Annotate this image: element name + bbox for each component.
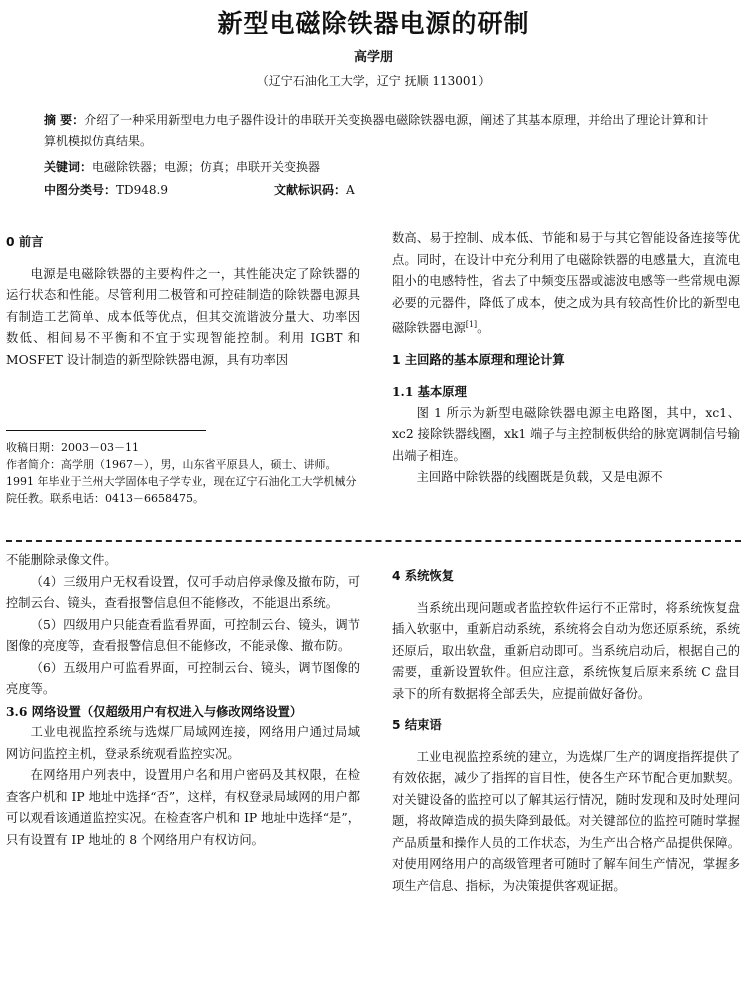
section-4-heading: 4 系统恢复 <box>392 569 455 583</box>
section-5-heading: 5 结束语 <box>392 718 442 732</box>
classification-block <box>44 180 714 201</box>
continued-line: 不能删除录像文件。 <box>6 553 117 567</box>
author-affiliation: （辽宁石油化工大学，辽宁 抚顺 113001） <box>256 74 491 88</box>
right-column-top <box>392 228 740 489</box>
section-1-1-paragraph-2: 主回路中除铁器的线圈既是负载，又是电源不 <box>416 470 663 485</box>
clc-label: 中图分类号： <box>44 183 117 197</box>
keywords-text: 电磁除铁器；电源；仿真；串联开关变换器 <box>92 160 321 174</box>
abstract-block <box>44 110 714 152</box>
clc-value: TD948.9 <box>116 183 168 197</box>
network-paragraph-2: 在网络用户列表中，设置用户名和用户密码及其权限，在检查客户机和 IP 地址中选择“否”，这样，有权登录局域网的用户都可以观看该通道监控实况。在检查客户机和 IP 地址中选择“是”，只有设置有 IP 地址的 8 个网络用户有权访问。 <box>6 768 360 847</box>
section-1-heading: 1 主回路的基本原理和理论计算 <box>392 352 565 367</box>
user-level-5: （6）五级用户可监看界面，可控制云台、镜头，调节图像的亮度等。 <box>6 660 360 696</box>
footnote-rule <box>6 430 206 431</box>
right-column-bottom <box>392 566 740 897</box>
abstract-text: 介绍了一种采用新型电力电子器件设计的串联开关变换器电磁除铁器电源，阐述了其基本原理，并给出了理论计算和计算机模拟仿真结果。 <box>44 113 709 148</box>
received-date: 收稿日期：2003－03－11 <box>6 441 139 454</box>
paper-title: 新型电磁除铁器电源的研制 <box>217 9 530 38</box>
user-level-3: （4）三级用户无权看设置，仅可手动启停录像及撤布防，可控制云台、镜头，查看报警信息但不能修改，不能退出系统。 <box>6 574 360 610</box>
left-column-bottom <box>6 550 360 851</box>
footnote-block <box>6 430 360 507</box>
section-1-1-heading: 1.1 基本原理 <box>392 384 467 400</box>
keywords-block <box>44 157 714 178</box>
doc-code-value: A <box>346 183 355 197</box>
section-1-1-paragraph-1: 图 1 所示为新型电磁除铁器电源主电路图，其中，xc1、xc2 接除铁器线圈，xk1 端子与主控制板供给的脉宽调制信号输出端子相连。 <box>392 405 740 463</box>
section-3-6-heading: 3.6 网络设置（仅超级用户有权进入与修改网络设置） <box>6 703 303 719</box>
network-paragraph-1: 工业电视监控系统与选煤厂局域网连接，网络用户通过局域网访问监控主机，登录系统观看监控实况。 <box>6 725 360 761</box>
citation-ref: [1] <box>465 320 478 329</box>
section-0-paragraph: 电源是电磁除铁器的主要构件之一，其性能决定了除铁器的运行状态和性能。尽管利用二极管和可控硅制造的除铁器电源具有制造工艺简单、成本低等优点，但其交流谐波分量大、功率因数低、相间易不平衡和不宜于实现智能控制。利用 IGBT 和 MOSFET 设计制造的新型除铁器电源，具有功率因 <box>6 266 360 367</box>
section-0-heading: 0 前言 <box>6 235 44 249</box>
section-4-paragraph: 当系统出现问题或者监控软件运行不正常时，将系统恢复盘插入软驱中，重新启动系统，系统将会自动为您还原系统，系统还原后，取出软盘，重新启动即可。当系统启动后，根据自己的需要，重新设置软件。但应注意，系统恢复后原来系统 C 盘目录下的所有数据将全部丢失，应提前做好备份。 <box>392 600 740 701</box>
section-0-paragraph-continued: 数高、易于控制、成本低、节能和易于与其它智能设备连接等优点。同时，在设计中充分利用了电磁除铁器的电感量大，直流电阻小的电感特性，省去了中频变压器或滤波电感等一些常规电源必要的元器件，降低了成本，使之成为具有较高性价比的新型电磁除铁器电源[1]。 <box>392 231 740 336</box>
keywords-label: 关键词： <box>44 160 93 174</box>
abstract-label: 摘 要： <box>44 113 85 127</box>
author-name: 高学朋 <box>353 50 393 65</box>
section-5-paragraph: 工业电视监控系统的建立，为选煤厂生产的调度指挥提供了有效依据，减少了指挥的盲目性，使各生产环节配合更加默契。对关键设备的监控可以了解其运行情况，随时发现和及时处理问题，将故障造成的损失降到最低。对关键部位的监控可随时掌握产品质量和操作人员的工作状态，为生产出合格产品提供保障。对使用网络用户的高级管理者可随时了解车间生产情况，掌握多项生产信息、指标，为决策提供客观证据。 <box>392 749 740 893</box>
left-column-top <box>6 232 360 371</box>
user-level-4: （5）四级用户只能查看监看界面，可控制云台、镜头，调节图像的亮度等，查看报警信息但不能修改，不能录像、撤布防。 <box>6 617 360 653</box>
doc-code-label: 文献标识码： <box>274 183 347 197</box>
page-splice-divider <box>6 540 741 542</box>
author-bio: 作者简介：高学朋（1967－），男，山东省平原县人，硕士、讲师。1991 年毕业于兰州大学固体电子学专业，现在辽宁石油化工大学机械分院任教。联系电话：0413－6658475。 <box>6 458 357 505</box>
